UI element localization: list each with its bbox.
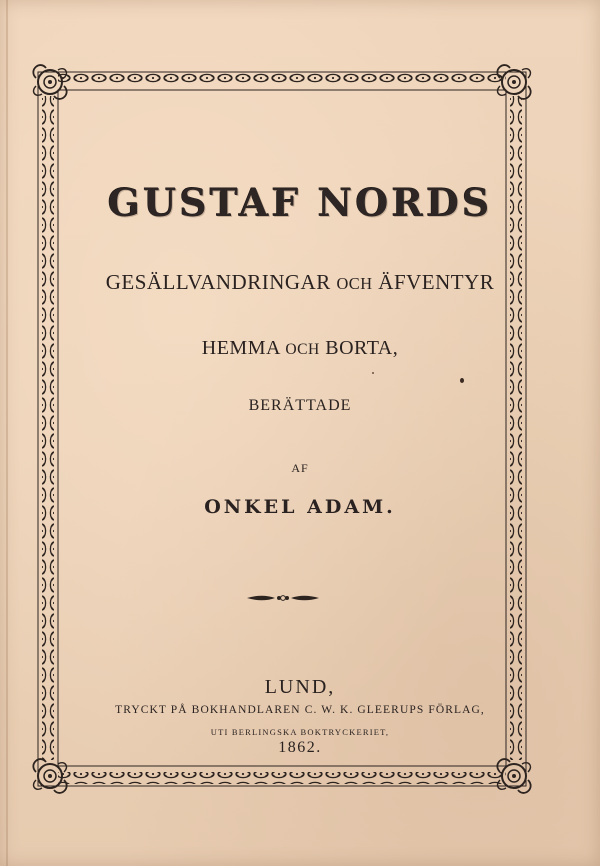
subtitle-line-1 [0,270,600,295]
subtitle2-word-1: HEMMA [201,337,280,359]
imprint-year: 1862. [278,739,322,756]
subtitle-conjunction-1: OCH [336,274,373,293]
by-label: AF [291,461,309,475]
subtitle2-conjunction: OCH [285,341,320,358]
imprint-publisher: TRYCKT PÅ BOKHANDLAREN C. W. K. GLEERUPS FÖRLAG, [115,704,485,716]
book-title: GUSTAF NORDS [107,180,493,225]
ornamental-rule [245,593,321,603]
ink-spot [460,378,464,383]
author-name: ONKEL ADAM. [204,496,396,518]
subtitle-line-2 [0,337,600,360]
imprint-press: UTI BERLINGSKA BOKTRYCKERIET, [210,727,390,737]
subtitle2-word-2: BORTA, [325,337,399,359]
subtitle-word-1: GESÄLLVANDRINGAR [105,270,331,294]
subtitle-word-2: ÄFVENTYR [378,270,495,294]
imprint-city: LUND, [264,676,336,698]
ink-spot [372,372,374,374]
narrated-label: BERÄTTADE [248,397,352,414]
